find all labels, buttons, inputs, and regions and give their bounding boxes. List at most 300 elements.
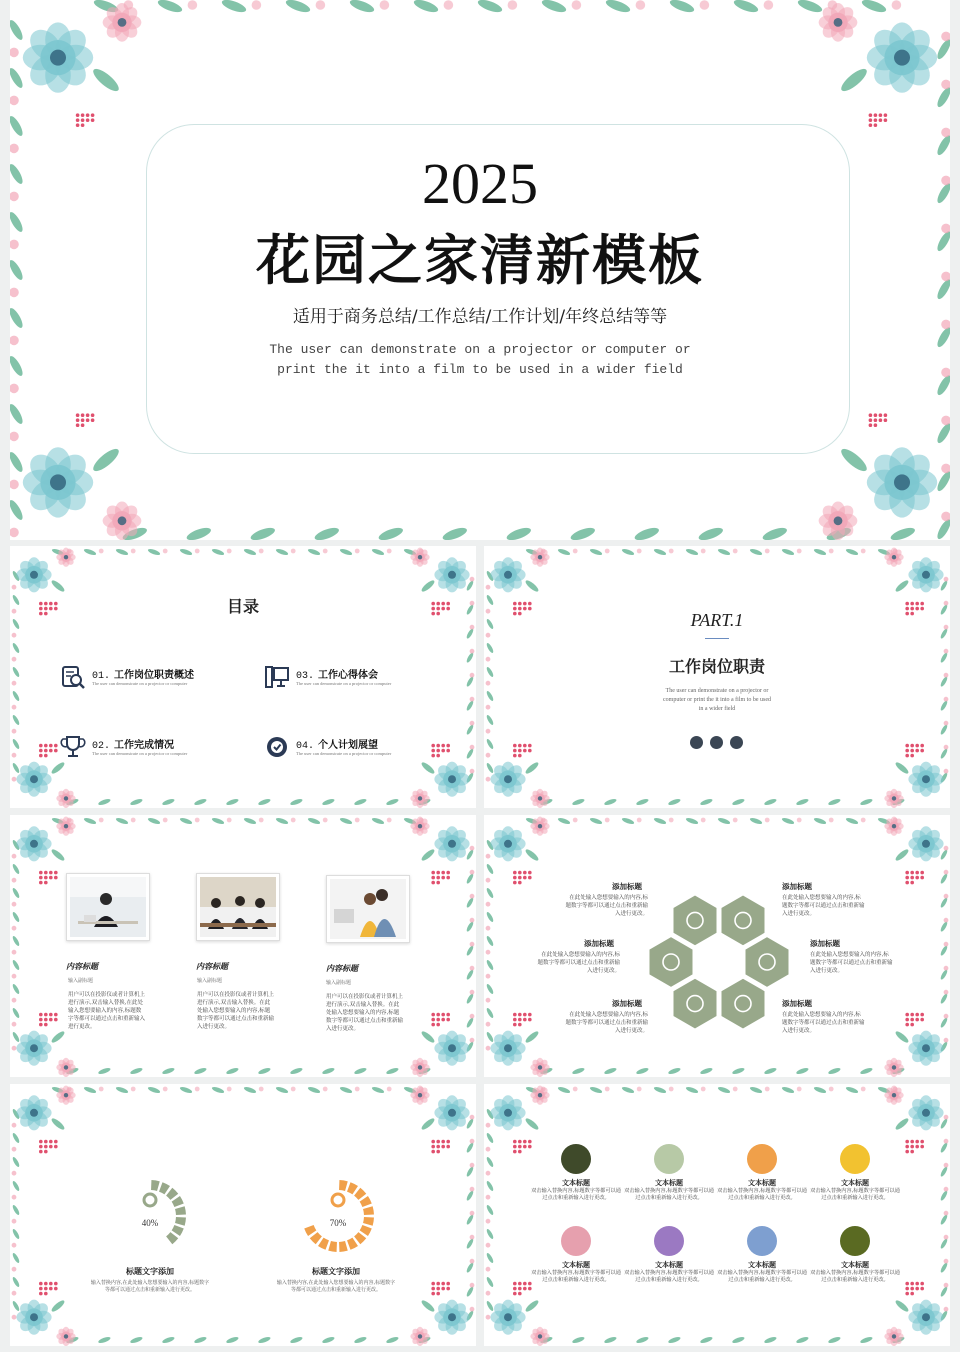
floral-border: [484, 1084, 950, 1346]
berry-icon: [915, 1145, 919, 1149]
hexagon-slide[interactable]: [484, 815, 950, 1077]
leaf-icon: [486, 1276, 495, 1288]
bud-icon: [10, 432, 19, 442]
bud-icon: [733, 818, 738, 823]
bud-icon: [470, 721, 475, 726]
bud-icon: [444, 0, 454, 10]
leaf-icon: [940, 772, 949, 784]
berry-icon: [905, 754, 909, 758]
berry-icon: [905, 602, 909, 606]
ring-segment: [130, 1182, 141, 1194]
ring-segment: [175, 1217, 186, 1226]
progress-rings: [10, 1084, 476, 1346]
berry-icon: [431, 1023, 435, 1027]
bud-icon: [12, 878, 17, 883]
inbox-icon[interactable]: [561, 1144, 591, 1174]
berry-icon: [905, 1145, 909, 1149]
picture-icon[interactable]: [747, 1144, 777, 1174]
camera-icon[interactable]: [561, 1226, 591, 1256]
berry-icon: [39, 1018, 43, 1022]
bud-icon: [486, 1171, 491, 1176]
leaf-icon: [781, 817, 795, 826]
icon-body: 双击输入替换内容,标题数字等都可以通过点击和重新输入进行更改。: [810, 1188, 900, 1201]
toc-desc: The user can demonstrate on a projector or computer: [92, 681, 188, 686]
berry-icon: [431, 876, 435, 880]
berry-icon: [81, 413, 85, 417]
leaf-icon: [83, 817, 97, 826]
bud-icon: [131, 818, 136, 823]
leaf-icon: [894, 1299, 910, 1314]
blue-rose-icon: [434, 1031, 469, 1066]
photo-slide[interactable]: [10, 815, 476, 1077]
leaf-icon: [845, 817, 859, 826]
leaf-icon: [12, 570, 21, 582]
leaf-icon: [466, 993, 475, 1005]
berry-icon: [513, 876, 517, 880]
progress-slide[interactable]: [10, 1084, 476, 1346]
icon-body: 双击输入替换内容,标题数字等都可以通过点击和重新输入进行更改。: [624, 1188, 714, 1201]
aperture-icon: [332, 1194, 344, 1206]
pink-rose-icon: [819, 3, 858, 42]
berry-icon: [905, 1018, 909, 1022]
leaf-icon: [940, 676, 949, 688]
leaf-icon: [339, 817, 353, 826]
ring-segment: [310, 1188, 322, 1200]
leaf-icon: [540, 798, 554, 807]
floral-border: [10, 815, 476, 1077]
leaf-icon: [466, 748, 475, 760]
hex-body-5: 在此处输入您想要输入的内容,标题数字等都可以通过点击和重新输入进行更改。: [810, 952, 893, 974]
leaf-icon: [130, 798, 144, 807]
leaf-icon: [466, 700, 475, 712]
part-slide[interactable]: [484, 546, 950, 808]
leaf-icon: [860, 798, 874, 807]
leaf-icon: [10, 66, 25, 89]
leaf-icon: [83, 548, 97, 557]
bud-icon: [12, 1046, 17, 1051]
leaf-icon: [825, 525, 852, 540]
toc-item-03[interactable]: [264, 662, 464, 696]
berry-icon: [528, 876, 532, 880]
leaf-icon: [717, 817, 731, 826]
leaf-icon: [572, 1336, 586, 1345]
ring-segment: [140, 1180, 149, 1191]
berry-icon: [91, 413, 95, 417]
berry-icon: [39, 1013, 43, 1017]
leaf-icon: [466, 873, 475, 885]
leaf-icon: [845, 1086, 859, 1095]
hexagon[interactable]: [673, 894, 718, 946]
ring-segment: [172, 1196, 184, 1207]
leaf-icon: [940, 1310, 949, 1322]
leaf-icon: [940, 1142, 949, 1154]
bud-icon: [12, 681, 17, 686]
heart-icon[interactable]: [747, 1226, 777, 1256]
bud-icon: [323, 818, 328, 823]
ring-segment: [114, 1217, 125, 1226]
leaf-icon: [749, 1086, 763, 1095]
bud-icon: [387, 549, 392, 554]
berry-icon: [528, 1287, 532, 1291]
hex-body-6: 在此处输入您想要输入的内容,标题数字等都可以通过点击和重新输入进行更改。: [782, 1012, 865, 1034]
leaf-icon: [940, 580, 949, 592]
berry-icon: [44, 881, 48, 885]
berry-icon: [518, 1013, 522, 1017]
berry-icon: [905, 876, 909, 880]
leaf-icon: [796, 798, 810, 807]
photo-card-2[interactable]: [196, 873, 280, 941]
leaf-icon: [420, 579, 436, 594]
bud-icon: [259, 818, 264, 823]
berry-icon: [523, 871, 527, 875]
berry-icon: [431, 881, 435, 885]
bud-icon: [605, 1087, 610, 1092]
leaf-icon: [476, 0, 503, 15]
english-line-2: computer or print the it into a film to be used: [663, 697, 771, 703]
berry-icon: [905, 1287, 909, 1291]
leaf-icon: [12, 642, 21, 654]
berry-icon: [874, 413, 878, 417]
bud-icon: [944, 1235, 949, 1240]
berry-icon: [513, 1140, 517, 1144]
berry-icon: [523, 744, 527, 748]
berry-icon: [86, 113, 90, 117]
bud-icon: [605, 549, 610, 554]
berry-icon: [513, 881, 517, 885]
toc-item-04[interactable]: [264, 732, 464, 766]
leaf-icon: [147, 817, 161, 826]
leaf-icon: [466, 772, 475, 784]
message-icon[interactable]: [710, 736, 723, 749]
bud-icon: [99, 818, 104, 823]
tv-icon[interactable]: [654, 1226, 684, 1256]
hexagon[interactable]: [649, 936, 694, 988]
hexagon[interactable]: [745, 936, 790, 988]
berry-icon: [39, 876, 43, 880]
leaf-icon: [940, 1166, 949, 1178]
berry-icon: [54, 1013, 58, 1017]
leaf-icon: [940, 945, 949, 957]
leaf-icon: [940, 1017, 949, 1029]
leaf-icon: [466, 676, 475, 688]
leaf-icon: [10, 498, 25, 521]
blue-rose-icon: [23, 22, 93, 92]
leaf-icon: [940, 1118, 949, 1130]
bud-icon: [797, 1087, 802, 1092]
title-year: 2025: [422, 151, 538, 216]
berry-icon: [915, 1018, 919, 1022]
toc-label: 01. 工作岗位职责概述: [92, 670, 195, 682]
bud-icon: [12, 777, 17, 782]
berry-icon: [874, 123, 878, 127]
leaf-icon: [420, 848, 436, 863]
berry-icon: [86, 418, 90, 422]
office-photo: [70, 877, 146, 937]
bud-icon: [944, 577, 949, 582]
english-line-1: The user can demonstrate on a projector or: [665, 688, 769, 694]
berry-icon: [446, 1013, 450, 1017]
leaf-icon: [540, 0, 567, 15]
leaf-icon: [838, 65, 870, 94]
pink-rose-icon: [530, 1327, 549, 1346]
leaf-icon: [486, 983, 495, 995]
berry-icon: [513, 1145, 517, 1149]
bud-icon: [892, 0, 902, 10]
icon-title: 文本标题: [748, 1261, 776, 1269]
blue-rose-icon: [490, 762, 525, 797]
leaf-icon: [940, 921, 949, 933]
bud-icon: [541, 549, 546, 554]
english-line-2: print the it into a film to be used in a wider field: [277, 362, 683, 377]
berry-icon: [905, 871, 909, 875]
leaf-icon: [486, 642, 495, 654]
berry-icon: [518, 1292, 522, 1296]
ring-segment: [354, 1232, 366, 1244]
share-icon[interactable]: [690, 736, 703, 749]
toc-slide[interactable]: [10, 546, 476, 808]
leaf-icon: [486, 863, 495, 875]
pink-rose-icon: [530, 1086, 549, 1105]
leaf-icon: [796, 1067, 810, 1076]
icon-body: 双击输入替换内容,标题数字等都可以通过点击和重新输入进行更改。: [717, 1188, 807, 1201]
leaf-icon: [700, 798, 714, 807]
english-line-1: The user can demonstrate on a projector or computer or: [269, 342, 691, 357]
berry-icon: [905, 881, 909, 885]
leaf-icon: [211, 817, 225, 826]
berry-icon: [910, 1287, 914, 1291]
leaf-icon: [764, 798, 778, 807]
leaf-icon: [10, 114, 25, 137]
leaf-icon: [653, 548, 667, 557]
leaf-icon: [12, 839, 21, 851]
blue-rose-icon: [434, 762, 469, 797]
toc-item-01[interactable]: [60, 662, 260, 696]
bud-icon: [486, 729, 491, 734]
bud-icon: [944, 1307, 949, 1312]
berry-icon: [523, 1287, 527, 1291]
blue-rose-icon: [908, 826, 943, 861]
icon-title: 文本标题: [748, 1179, 776, 1187]
leaf-icon: [524, 1117, 540, 1132]
hexagon[interactable]: [721, 894, 766, 946]
bud-icon: [470, 649, 475, 654]
search-report-icon: [60, 664, 86, 690]
berry-icon: [441, 871, 445, 875]
berry-icon: [915, 1013, 919, 1017]
bud-icon: [944, 1038, 949, 1043]
leaf-icon: [604, 1336, 618, 1345]
leaf-icon: [940, 748, 949, 760]
leaf-icon: [717, 1086, 731, 1095]
berry-icon: [910, 881, 914, 885]
berry-icon: [523, 602, 527, 606]
berry-icon: [513, 1292, 517, 1296]
berry-icon: [910, 1292, 914, 1296]
ring-segment: [166, 1232, 178, 1244]
bud-icon: [944, 942, 949, 947]
berry-icon: [446, 871, 450, 875]
bud-icon: [669, 549, 674, 554]
leaf-icon: [894, 848, 910, 863]
berry-icon: [528, 1013, 532, 1017]
ring-segment: [116, 1196, 128, 1207]
bud-icon: [419, 818, 424, 823]
bud-icon: [99, 549, 104, 554]
bud-icon: [941, 32, 950, 42]
bud-icon: [765, 818, 770, 823]
berry-icon: [910, 1282, 914, 1286]
bud-icon: [486, 1315, 491, 1320]
berry-icon: [81, 123, 85, 127]
photo-card-1[interactable]: [66, 873, 150, 941]
bud-icon: [486, 1046, 491, 1051]
bud-icon: [944, 601, 949, 606]
berry-icon: [884, 418, 888, 422]
bud-icon: [12, 705, 17, 710]
bud-icon: [163, 818, 168, 823]
berry-icon: [884, 113, 888, 117]
leaf-icon: [749, 817, 763, 826]
link-icon[interactable]: [730, 736, 743, 749]
ring-segment: [159, 1238, 170, 1250]
leaf-icon: [860, 1336, 874, 1345]
icon-title: 文本标题: [841, 1179, 869, 1187]
leaf-icon: [12, 738, 21, 750]
leaf-icon: [604, 1067, 618, 1076]
berry-icon: [518, 871, 522, 875]
leaf-icon: [940, 1262, 949, 1274]
bud-icon: [944, 894, 949, 899]
berry-icon: [39, 1023, 43, 1027]
bud-icon: [355, 818, 360, 823]
bud-icon: [470, 894, 475, 899]
leaf-icon: [796, 0, 823, 15]
blue-rose-icon: [908, 762, 943, 797]
bud-icon: [486, 1123, 491, 1128]
bud-icon: [733, 549, 738, 554]
berry-icon: [513, 1023, 517, 1027]
ring-segment: [122, 1188, 134, 1200]
berry-icon: [920, 1140, 924, 1144]
icon-grid-slide[interactable]: [484, 1084, 950, 1346]
leaf-icon: [486, 1228, 495, 1240]
berry-icon: [441, 1018, 445, 1022]
berry-icon: [920, 1145, 924, 1149]
leaf-icon: [486, 1252, 495, 1264]
bud-icon: [637, 1087, 642, 1092]
bud-icon: [944, 990, 949, 995]
berry-icon: [518, 602, 522, 606]
leaf-icon: [892, 798, 906, 807]
berry-icon: [879, 113, 883, 117]
leaf-icon: [403, 548, 417, 557]
berry-icon: [518, 1140, 522, 1144]
bud-icon: [470, 745, 475, 750]
berry-icon: [910, 1150, 914, 1154]
berry-icon: [91, 418, 95, 422]
leaf-icon: [838, 445, 870, 474]
photo-body-3: 用户可以在投影仪或者计算机上进行演示,双击输入替换。在此处输入您想要输入的内容,标题数字等都可以通过点击和重新输入进行更改。: [326, 994, 404, 1032]
toc-label: 02. 工作完成情况: [92, 740, 175, 752]
leaf-icon: [486, 1132, 495, 1144]
berry-icon: [76, 418, 80, 422]
leaf-icon: [894, 761, 910, 776]
bud-icon: [12, 854, 17, 859]
photo-card-3[interactable]: [326, 875, 410, 943]
leaf-icon: [403, 817, 417, 826]
berry-icon: [523, 1145, 527, 1149]
pink-rose-icon: [884, 1086, 903, 1105]
hexagon[interactable]: [721, 978, 766, 1030]
leaf-icon: [130, 1067, 144, 1076]
leaf-icon: [10, 402, 25, 425]
ring-segment: [172, 1225, 184, 1236]
leaf-icon: [813, 817, 827, 826]
leaf-icon: [275, 548, 289, 557]
bud-icon: [486, 998, 491, 1003]
berry-icon: [910, 871, 914, 875]
berry-icon: [920, 602, 924, 606]
berry-icon: [441, 876, 445, 880]
bud-icon: [893, 818, 898, 823]
hexagon[interactable]: [673, 978, 718, 1030]
title-slide[interactable]: [10, 0, 950, 540]
blue-rose-icon: [490, 1031, 525, 1066]
icon-title: 文本标题: [655, 1261, 683, 1269]
ring-segment: [140, 1241, 149, 1252]
leaf-icon: [525, 817, 539, 826]
berry-icon: [920, 1013, 924, 1017]
leaf-icon: [226, 798, 240, 807]
toc-item-02[interactable]: [60, 732, 260, 766]
berry-icon: [884, 413, 888, 417]
berry-icon: [513, 1018, 517, 1022]
bud-icon: [470, 966, 475, 971]
leaf-icon: [179, 548, 193, 557]
bud-icon: [67, 549, 72, 554]
bud-icon: [486, 585, 491, 590]
bud-icon: [486, 878, 491, 883]
berry-icon: [39, 754, 43, 758]
settings-icon: [264, 734, 290, 760]
berry-icon: [518, 1023, 522, 1027]
bud-icon: [486, 902, 491, 907]
bud-icon: [12, 585, 17, 590]
leaf-icon: [940, 873, 949, 885]
berry-icon: [920, 876, 924, 880]
leaf-icon: [732, 1067, 746, 1076]
icon-title: 文本标题: [655, 1179, 683, 1187]
bud-icon: [387, 818, 392, 823]
gear-icon[interactable]: [840, 1144, 870, 1174]
leaf-icon: [940, 1286, 949, 1298]
bud-icon: [195, 818, 200, 823]
cloud-icon[interactable]: [654, 1144, 684, 1174]
leaf-icon: [307, 817, 321, 826]
icon-body: 双击输入替换内容,标题数字等都可以通过点击和重新输入进行更改。: [531, 1188, 621, 1201]
photo-sub-3: 输入副标题: [326, 980, 352, 986]
blue-rose-icon: [867, 22, 937, 92]
pink-rose-icon: [410, 789, 429, 808]
pencil-icon[interactable]: [840, 1226, 870, 1256]
bud-icon: [12, 1022, 17, 1027]
bud-icon: [486, 681, 491, 686]
leaf-icon: [877, 548, 891, 557]
leaf-icon: [524, 761, 540, 776]
ring-segment: [302, 1217, 313, 1226]
leaf-icon: [940, 849, 949, 861]
leaf-icon: [179, 817, 193, 826]
